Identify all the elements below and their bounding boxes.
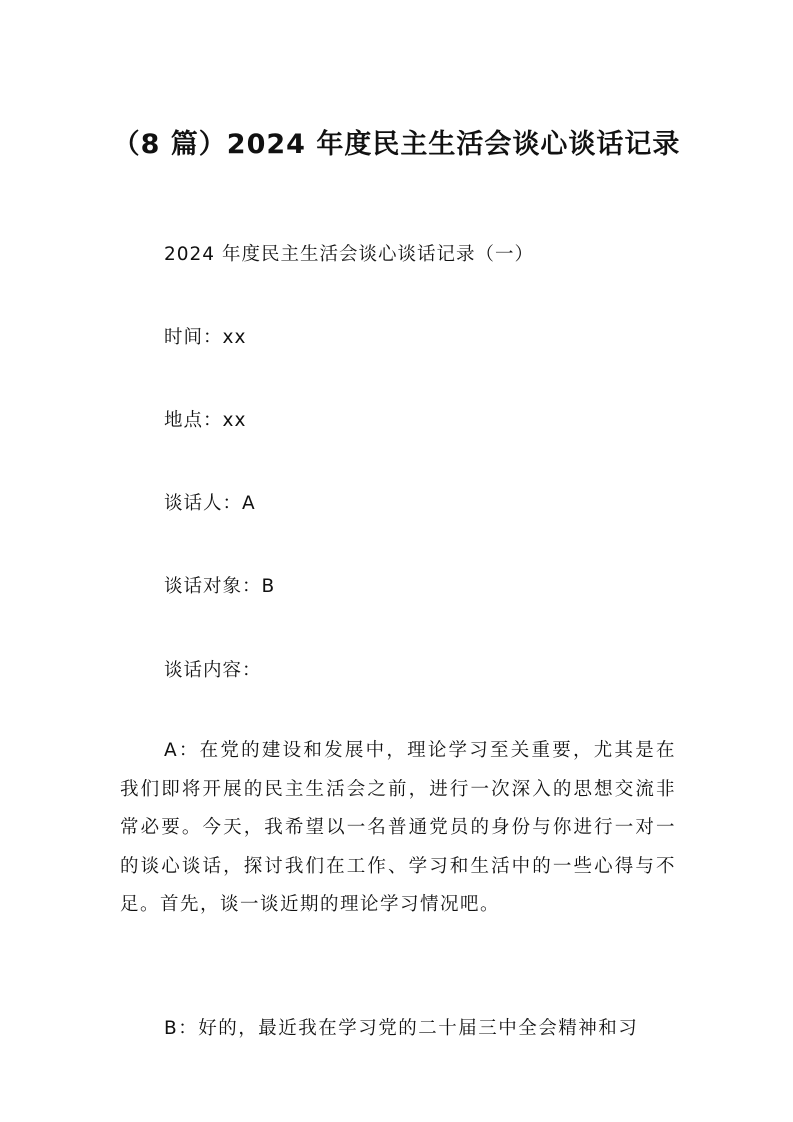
section-subtitle: 2024 年度民主生活会谈心谈话记录（一） <box>164 244 534 265</box>
time-line: 时间：xx <box>164 327 247 348</box>
target-line: 谈话对象：B <box>164 576 276 597</box>
document-title: （8 篇）2024 年度民主生活会谈心谈话记录 <box>112 129 681 160</box>
content-label: 谈话内容： <box>164 660 262 681</box>
paragraph-b: B：好的，最近我在学习党的二十届三中全会精神和习 <box>164 1018 639 1039</box>
paragraph-a: A：在党的建设和发展中，理论学习至关重要，尤其是在我们即将开展的民主生活会之前，进行一次深入的思想交流非常必要。今天，我希望以一名普通党员的身份与你进行一对一的谈心谈话，探讨我们在工作、学习和生活中的一些心得与不足。首先，谈一谈近期的理论学习情况吧。 <box>120 740 676 916</box>
place-line: 地点：xx <box>164 410 247 431</box>
speaker-line: 谈话人：A <box>164 493 256 514</box>
